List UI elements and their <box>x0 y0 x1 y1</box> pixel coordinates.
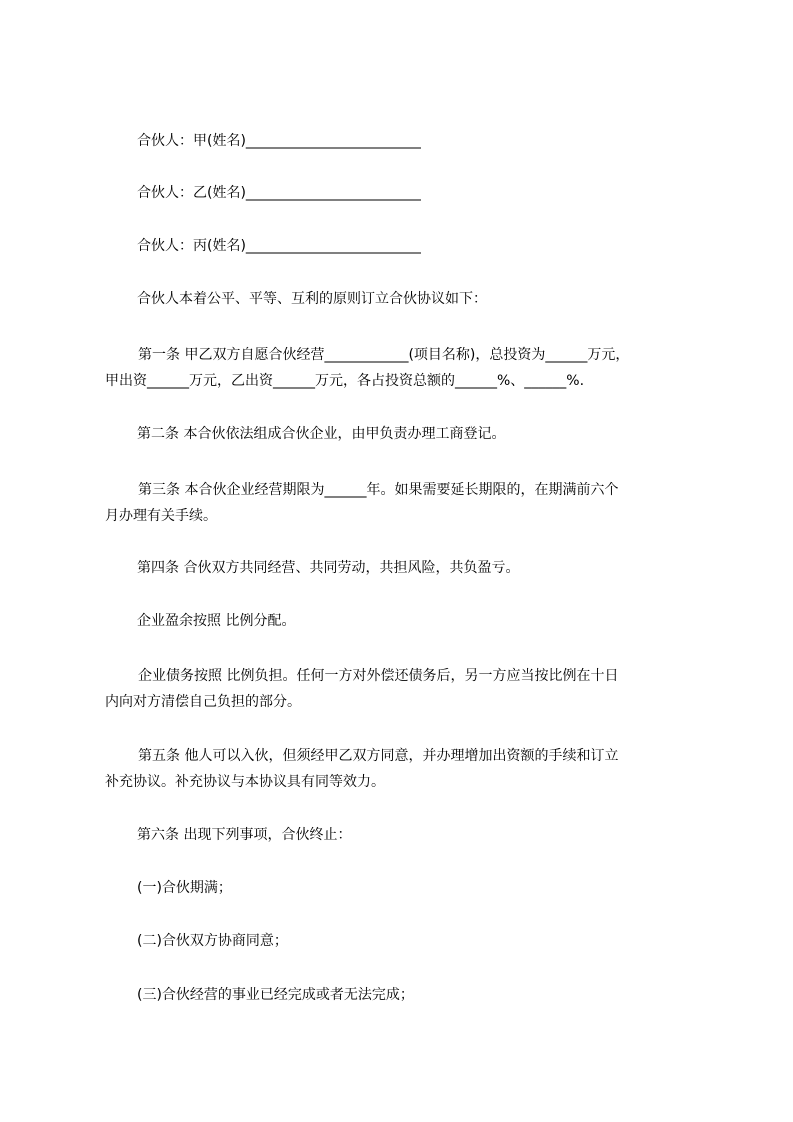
partner-a-line: 合伙人：甲(姓名)_________________________ <box>137 133 421 149</box>
intro-paragraph: 合伙人本着公平、平等、互利的原则订立合伙协议如下： <box>137 291 487 307</box>
partner-b-line: 合伙人：乙(姓名)_________________________ <box>137 185 421 201</box>
termination-item-3: (三)合伙经营的事业已经完成或者无法完成； <box>137 987 414 1003</box>
article-2: 第二条 本合伙依法组成合伙企业，由甲负责办理工商登记。 <box>137 426 506 442</box>
debt-line-1: 企业债务按照 比例负担。任何一方对外偿还债务后，另一方应当按比例在十日 <box>138 668 619 684</box>
article-6: 第六条 出现下列事项，合伙终止： <box>137 827 352 843</box>
surplus-paragraph: 企业盈余按照 比例分配。 <box>137 613 296 629</box>
termination-item-1: (一)合伙期满； <box>137 880 232 896</box>
partner-c-line: 合伙人：丙(姓名)_________________________ <box>137 238 421 254</box>
article-3-line-1: 第三条 本合伙企业经营期限为______年。如果需要延长期限的，在期满前六个 <box>138 482 619 498</box>
article-5-line-1: 第五条 他人可以入伙，但须经甲乙双方同意，并办理增加出资额的手续和订立 <box>138 748 619 764</box>
article-4: 第四条 合伙双方共同经营、共同劳动，共担风险，共负盈亏。 <box>137 560 520 576</box>
article-3-line-2: 月办理有关手续。 <box>105 508 217 524</box>
article-5-line-2: 补充协议。补充协议与本协议具有同等效力。 <box>105 774 385 790</box>
article-1-line-1: 第一条 甲乙双方自愿合伙经营____________(项目名称)，总投资为______万元， <box>138 347 630 363</box>
article-1-line-2: 甲出资______万元，乙出资______万元，各占投资总额的______%、______%. <box>105 373 585 389</box>
termination-item-2: (二)合伙双方协商同意； <box>137 933 288 949</box>
debt-line-2: 内向对方清偿自己负担的部分。 <box>105 694 301 710</box>
